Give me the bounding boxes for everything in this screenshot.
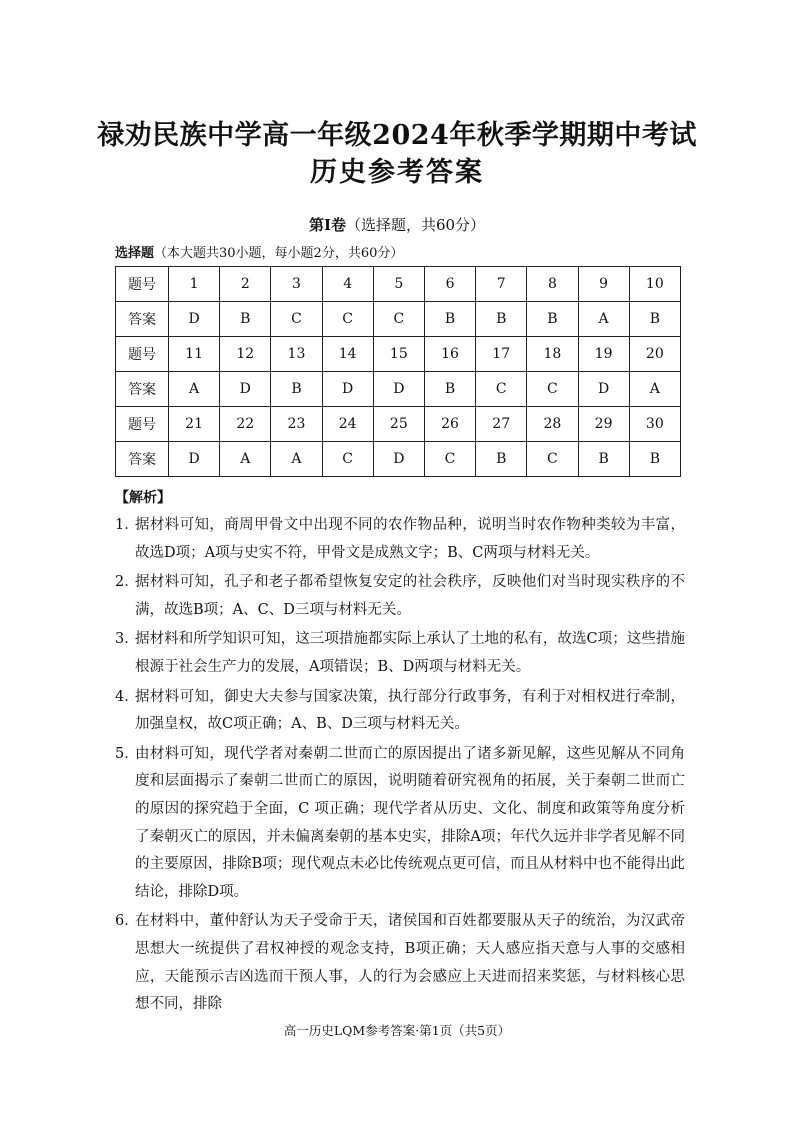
table-row-numbers <box>116 407 681 442</box>
answer-cell: C <box>373 302 424 337</box>
analysis-item <box>115 626 685 681</box>
question-number-cell: 21 <box>169 407 220 442</box>
answer-cell: D <box>322 372 373 407</box>
table-label-number: 题号 <box>116 267 169 302</box>
answer-table <box>115 266 681 477</box>
answer-cell: A <box>271 442 322 477</box>
analysis-item-number: 6． <box>115 913 139 930</box>
answer-cell: D <box>373 442 424 477</box>
document-subtitle: 历史参考答案 <box>310 157 484 188</box>
question-number-cell: 6 <box>424 267 475 302</box>
question-number-cell: 14 <box>322 337 373 372</box>
question-number-cell: 3 <box>271 267 322 302</box>
analysis-heading: 【解析】 <box>115 490 171 506</box>
answer-cell: C <box>527 372 578 407</box>
question-number-cell: 11 <box>169 337 220 372</box>
section-heading <box>0 214 794 235</box>
question-number-cell: 27 <box>476 407 527 442</box>
question-number-cell: 22 <box>220 407 271 442</box>
analysis-item <box>115 684 685 739</box>
question-number-cell: 30 <box>629 407 680 442</box>
answer-cell: B <box>476 442 527 477</box>
analysis-list <box>115 512 685 1021</box>
question-number-cell: 7 <box>476 267 527 302</box>
question-number-cell: 1 <box>169 267 220 302</box>
question-number-cell: 23 <box>271 407 322 442</box>
table-row-answers <box>116 442 681 477</box>
table-label-number: 题号 <box>116 337 169 372</box>
answer-cell: C <box>322 302 373 337</box>
answer-cell: A <box>578 302 629 337</box>
table-row-numbers <box>116 337 681 372</box>
question-number-cell: 4 <box>322 267 373 302</box>
document-title: 禄劝民族中学高一年级2024年秋季学期期中考试 <box>97 120 697 151</box>
answer-cell: D <box>169 442 220 477</box>
page-footer: 高一历史LQM参考答案·第1页（共5页） <box>283 1023 511 1038</box>
question-number-cell: 26 <box>424 407 475 442</box>
question-number-cell: 15 <box>373 337 424 372</box>
answer-cell: B <box>424 372 475 407</box>
answer-cell: C <box>271 302 322 337</box>
table-label-answer: 答案 <box>116 302 169 337</box>
table-label-number: 题号 <box>116 407 169 442</box>
answer-cell: C <box>322 442 373 477</box>
table-label-answer: 答案 <box>116 372 169 407</box>
analysis-item-text: 据材料和所学知识可知，这三项措施都实际上承认了土地的私有，故选C项；这些措施根源于社会生产力的发展，A项错误；B、D两项与材料无关。 <box>135 631 685 675</box>
answer-cell: A <box>220 442 271 477</box>
question-number-cell: 18 <box>527 337 578 372</box>
analysis-item-number: 5． <box>115 745 139 762</box>
analysis-item <box>115 569 685 624</box>
question-intro-bold: 选择题 <box>115 246 155 261</box>
question-number-cell: 2 <box>220 267 271 302</box>
question-number-cell: 9 <box>578 267 629 302</box>
question-number-cell: 28 <box>527 407 578 442</box>
answer-cell: B <box>476 302 527 337</box>
answer-cell: C <box>424 442 475 477</box>
answer-cell: A <box>629 372 680 407</box>
answer-cell: D <box>578 372 629 407</box>
analysis-item-text: 由材料可知，现代学者对秦朝二世而亡的原因提出了诸多新见解，这些见解从不同角度和层面揭示了秦朝二世而亡的原因，说明随着研究视角的拓展，关于秦朝二世而亡的原因的探究趋于全面，C 项正确；现代学者从历史、文化、制度和政策等角度分析了秦朝灭亡的原因，并未偏离秦朝的基本史实，排除A项；年代久远并非学者见解不同的主要原因，排除B项；现代观点未必比传统观点更可信，而且从材料中也不能得出此结论，排除D项。 <box>135 745 685 900</box>
answer-cell: B <box>629 302 680 337</box>
section-heading-rest: （选择题，共60分） <box>345 216 486 234</box>
question-number-cell: 16 <box>424 337 475 372</box>
question-number-cell: 25 <box>373 407 424 442</box>
question-intro-rest: （本大题共30小题，每小题2分，共60分） <box>154 246 404 261</box>
answer-cell: D <box>169 302 220 337</box>
analysis-item-number: 3． <box>115 631 139 648</box>
section-heading-bold: 第Ⅰ卷 <box>308 216 346 234</box>
analysis-item-number: 1． <box>115 517 139 533</box>
analysis-item-text: 在材料中，董仲舒认为天子受命于天，诸侯国和百姓都要服从天子的统治，为汉武帝思想大一统提供了君权神授的观念支持，B项正确；天人感应指天意与人事的交感相应，天能预示吉凶选而干预人事，人的行为会感应上天进而招来奖惩，与材料核心思想不同，排除 <box>135 913 685 1013</box>
answer-cell: B <box>629 442 680 477</box>
analysis-item <box>115 741 685 907</box>
answer-cell: B <box>220 302 271 337</box>
question-number-cell: 12 <box>220 337 271 372</box>
answer-cell: D <box>373 372 424 407</box>
question-number-cell: 10 <box>629 267 680 302</box>
question-intro <box>115 242 403 261</box>
question-number-cell: 5 <box>373 267 424 302</box>
table-row-answers <box>116 372 681 407</box>
answer-cell: A <box>169 372 220 407</box>
analysis-item-text: 据材料可知，孔子和老子都希望恢复安定的社会秩序，反映他们对当时现实秩序的不满，故选B项；A、C、D三项与材料无关。 <box>135 574 685 618</box>
table-label-answer: 答案 <box>116 442 169 477</box>
question-number-cell: 8 <box>527 267 578 302</box>
analysis-item-text: 据材料可知，商周甲骨文中出现不同的农作物品种，说明当时农作物种类较为丰富，故选D项；A项与史实不符，甲骨文是成熟文字；B、C两项与材料无关。 <box>135 517 685 561</box>
analysis-item-number: 2． <box>115 574 139 591</box>
analysis-item-text: 据材料可知，御史大夫参与国家决策，执行部分行政事务，有利于对相权进行牵制，加强皇权，故C项正确；A、B、D三项与材料无关。 <box>135 688 685 733</box>
question-number-cell: 20 <box>629 337 680 372</box>
question-number-cell: 13 <box>271 337 322 372</box>
answer-cell: D <box>220 372 271 407</box>
answer-cell: B <box>424 302 475 337</box>
analysis-item <box>115 908 685 1018</box>
question-number-cell: 19 <box>578 337 629 372</box>
answer-cell: C <box>476 372 527 407</box>
table-row-answers <box>116 302 681 337</box>
question-number-cell: 17 <box>476 337 527 372</box>
analysis-item-number: 4． <box>115 688 139 705</box>
answer-cell: C <box>527 442 578 477</box>
answer-cell: B <box>578 442 629 477</box>
question-number-cell: 29 <box>578 407 629 442</box>
table-row-numbers <box>116 267 681 302</box>
question-number-cell: 24 <box>322 407 373 442</box>
answer-cell: B <box>527 302 578 337</box>
answer-cell: B <box>271 372 322 407</box>
analysis-item <box>115 512 685 567</box>
